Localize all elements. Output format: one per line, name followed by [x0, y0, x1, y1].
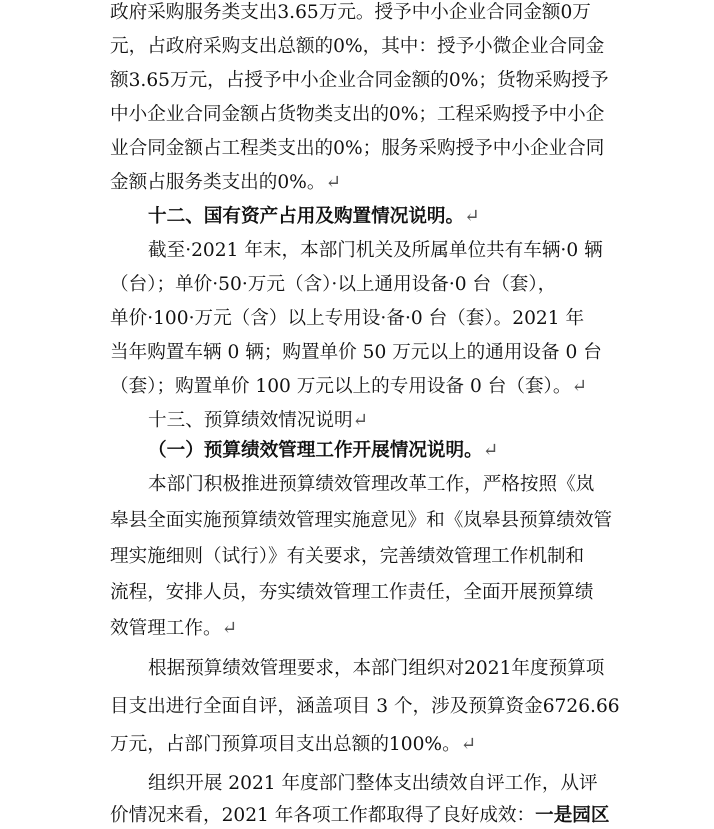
paragraph-mark: ↵	[464, 206, 480, 227]
paragraph-mark: ↵	[571, 376, 588, 397]
paragraph-line: （套）；购置单价 100 万元以上的专用设备 0 台（套）。↵	[110, 376, 588, 397]
paragraph-line: 根据预算绩效管理要求，本部门组织对2021年度预算项	[148, 658, 605, 679]
section-heading: 十二、国有资产占用及购置情况说明。↵	[148, 206, 480, 227]
paragraph-line: 皋县全面实施预算绩效管理实施意见》和《岚皋县预算绩效管	[110, 510, 613, 531]
paragraph-line: 政府采购服务类支出3.65万元。授予中小企业合同金额0万	[110, 2, 591, 23]
paragraph-line: 中小企业合同金额占货物类支出的0%；工程采购授予中小企	[110, 104, 605, 125]
paragraph-line: 元，占政府采购支出总额的0%，其中：授予小微企业合同金	[110, 36, 605, 57]
paragraph-mark: ↵	[325, 172, 342, 193]
paragraph-line: 组织开展 2021 年度部门整体支出绩效自评工作，从评	[148, 773, 598, 794]
paragraph-line: 目支出进行全面自评，涵盖项目 3 个，涉及预算资金6726.66	[110, 696, 620, 717]
section-heading: 十三、预算绩效情况说明↵	[148, 410, 369, 431]
paragraph-line: 万元，占部门预算项目支出总额的100%。↵	[110, 734, 477, 755]
paragraph-mark: ↵	[460, 734, 477, 755]
paragraph-line: 效管理工作。↵	[110, 618, 238, 639]
paragraph-line: 单价·100·万元（含）以上专用设·备·0 台（套）。2021 年	[110, 308, 585, 329]
emphasis-text: 一是园区	[535, 805, 610, 826]
paragraph-mark: ↵	[352, 410, 369, 431]
paragraph-line: 额3.65万元，占授予中小企业合同金额的0%；货物采购授予	[110, 70, 609, 91]
paragraph-mark: ↵	[482, 440, 499, 461]
paragraph-line: 金额占服务类支出的0%。↵	[110, 172, 342, 193]
paragraph-line: 业合同金额占工程类支出的0%；服务采购授予中小企业合同	[110, 138, 605, 159]
subsection-heading: （一）预算绩效管理工作开展情况说明。↵	[148, 440, 499, 461]
paragraph-line: 价情况来看，2021 年各项工作都取得了良好成效：一是园区	[110, 805, 610, 826]
paragraph-line: 本部门积极推进预算绩效管理改革工作，严格按照《岚	[148, 474, 595, 495]
paragraph-line: 流程，安排人员，夯实绩效管理工作责任，全面开展预算绩	[110, 582, 594, 603]
paragraph-line: （台）；单价·50·万元（含）·以上通用设备·0 台（套），	[110, 274, 557, 295]
paragraph-line: 理实施细则（试行）》有关要求，完善绩效管理工作机制和	[110, 546, 585, 567]
paragraph-line: 截至·2021 年末，本部门机关及所属单位共有车辆·0 辆	[148, 240, 603, 261]
paragraph-line: 当年购置车辆 0 辆；购置单价 50 万元以上的通用设备 0 台	[110, 342, 602, 363]
paragraph-mark: ↵	[221, 618, 238, 639]
